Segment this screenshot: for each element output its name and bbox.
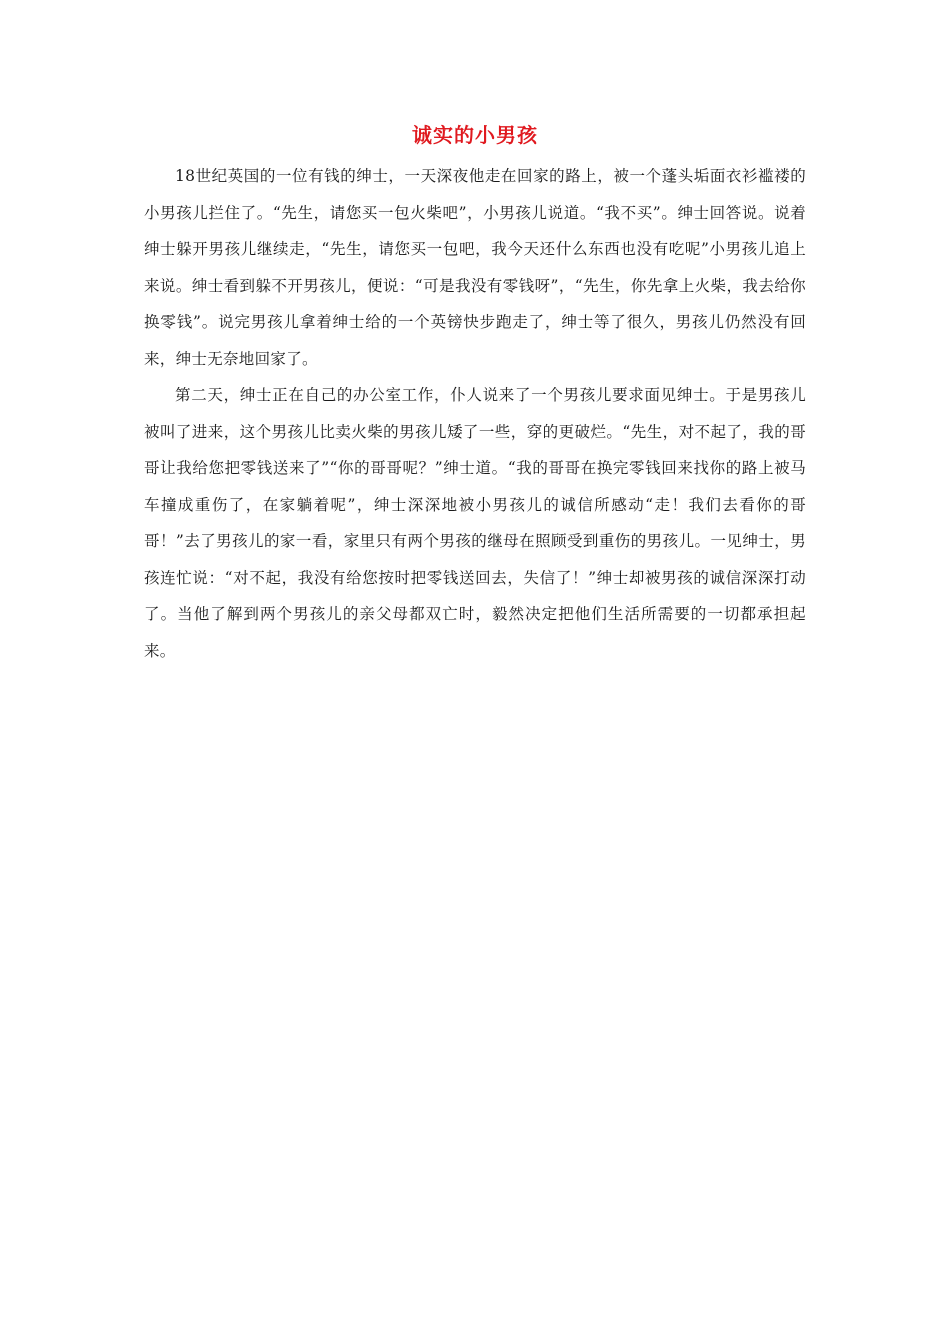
document-body: [144, 118, 806, 669]
document-title: 诚实的小男孩: [412, 123, 538, 147]
paragraph-2: 第二天，绅士正在自己的办公室工作，仆人说来了一个男孩儿要求面见绅士。于是男孩儿被叫了进来，这个男孩儿比卖火柴的男孩儿矮了一些，穿的更破烂。“先生，对不起了，我的哥哥让我给您把零钱送来了”“你的哥哥呢？”绅士道。“我的哥哥在换完零钱回来找你的路上被马车撞成重伤了，在家躺着呢”，绅士深深地被小男孩儿的诚信所感动“走！我们去看你的哥哥！”去了男孩儿的家一看，家里只有两个男孩的继母在照顾受到重伤的男孩儿。一见绅士，男孩连忙说：“对不起，我没有给您按时把零钱送回去，失信了！”绅士却被男孩的诚信深深打动了。当他了解到两个男孩儿的亲父母都双亡时，毅然决定把他们生活所需要的一切都承担起来。: [144, 386, 806, 660]
paragraph-1: 18世纪英国的一位有钱的绅士，一天深夜他走在回家的路上，被一个蓬头垢面衣衫褴褛的小男孩儿拦住了。“先生，请您买一包火柴吧”，小男孩儿说道。“我不买”。绅士回答说。说着绅士躲开男孩儿继续走，“先生，请您买一包吧，我今天还什么东西也没有吃呢”小男孩儿追上来说。绅士看到躲不开男孩儿，便说：“可是我没有零钱呀”，“先生，你先拿上火柴，我去给你换零钱”。说完男孩儿拿着绅士给的一个英镑快步跑走了，绅士等了很久，男孩儿仍然没有回来，绅士无奈地回家了。: [144, 167, 806, 368]
